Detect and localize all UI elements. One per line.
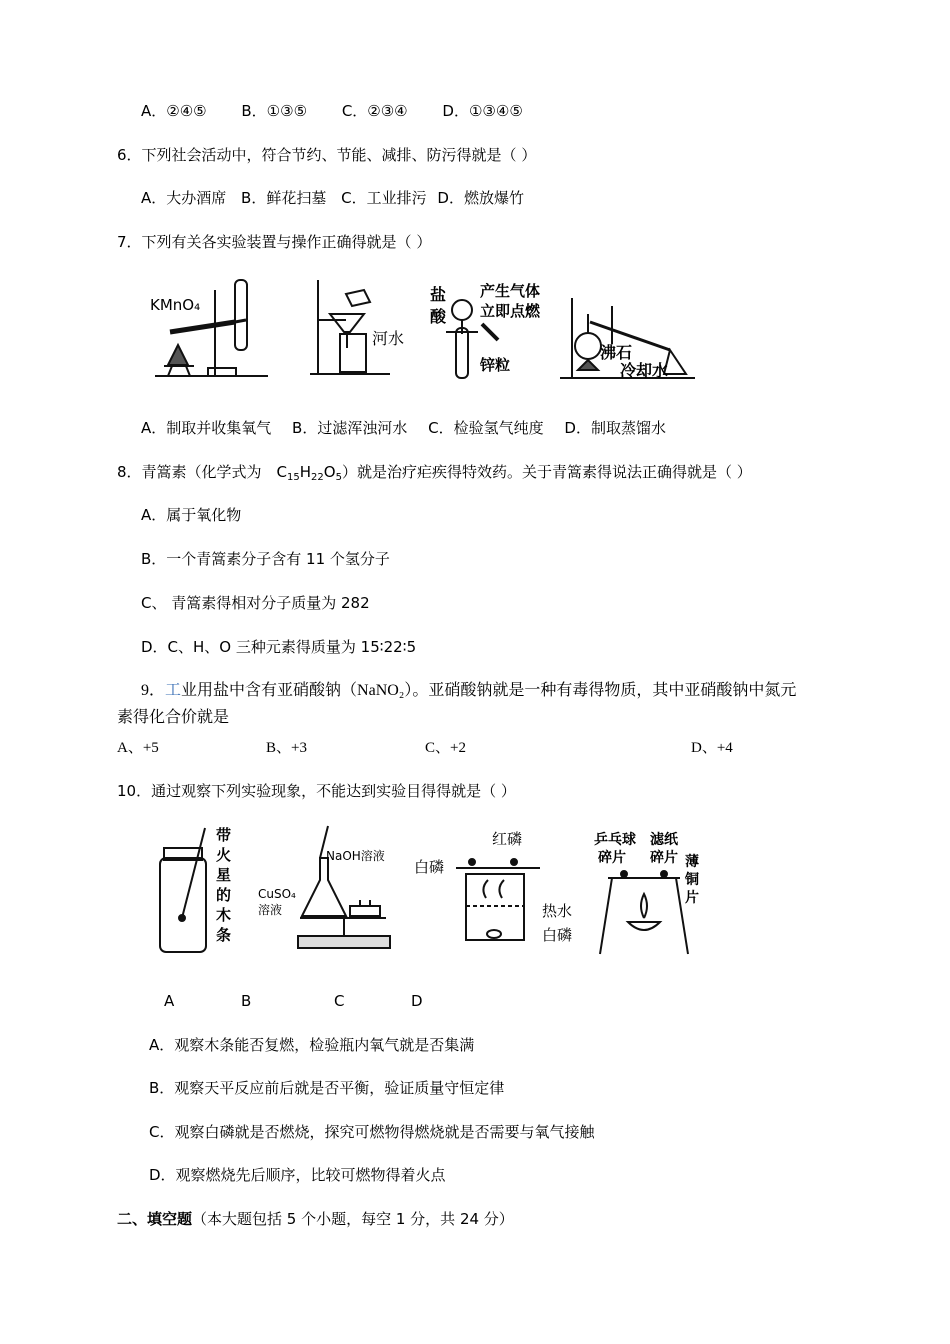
q8-option-a: A．属于氧化物 — [141, 506, 242, 524]
q8-stem-post: ）就是治疗疟疾得特效药。关于青篙素得说法正确得就是（ ） — [341, 463, 752, 481]
q8-formula-h: H — [299, 463, 312, 481]
q6-stem: 6．下列社会活动中，符合节约、节能、减排、防污得就是（ ） — [117, 146, 537, 164]
q7-option-b: B．过滤浑浊河水 — [292, 419, 408, 437]
q6-option-b: B．鲜花扫墓 — [241, 189, 327, 207]
q10-fig-letter-d: D — [411, 992, 423, 1010]
q10-option-c: C．观察白磷就是否燃烧，探究可燃物得燃烧就是否需要与氧气接触 — [149, 1123, 595, 1141]
q7-label-gas-2: 立即点燃 — [480, 302, 541, 320]
q5-options — [141, 101, 523, 121]
q8-formula-c-n: 15 — [287, 472, 300, 483]
q6-option-c: C．工业排污 — [341, 189, 427, 207]
q6-option-d: D．燃放爆竹 — [437, 189, 524, 207]
q10-fig-d-apparatus — [600, 871, 688, 954]
q10-fig-letter-a: A — [164, 992, 175, 1010]
q7-fig-b-apparatus — [310, 280, 390, 374]
q10-label-splint-6: 条 — [216, 926, 232, 944]
q7-label-river-water: 河水 — [372, 329, 405, 348]
q9-stem-rest: 业用盐中含有亚硝酸钠（NaNO₂）。亚硝酸钠就是一种有毒得物质，其中亚硝酸钠中氮元 — [181, 682, 797, 699]
q8-formula-o-n: 5 — [335, 472, 342, 483]
q6-options — [141, 188, 524, 208]
q10-label-hot-water: 热水 — [542, 902, 573, 920]
q10-label-splint-1: 带 — [216, 826, 232, 844]
q10-option-b: B．观察天平反应前后就是否平衡，验证质量守恒定律 — [149, 1079, 505, 1097]
q7-figure — [150, 270, 710, 390]
q6-option-a: A．大办酒席 — [141, 189, 227, 207]
q8-formula — [277, 463, 342, 481]
q10-label-pingpong-1: 乒乓球 — [594, 832, 636, 848]
q10-label-splint-4: 的 — [216, 886, 232, 904]
q8-formula-o: O — [323, 463, 336, 481]
q10-fig-b-apparatus — [298, 826, 390, 948]
q7-options — [141, 418, 666, 438]
q10-option-d: D．观察燃烧先后顺序，比较可燃物得着火点 — [149, 1166, 446, 1184]
section2-heading — [117, 1209, 514, 1229]
section2-title: 二、填空题 — [117, 1210, 193, 1228]
q9-first-char: 工 — [165, 682, 182, 699]
q9-number: 9． — [141, 682, 166, 699]
q8-stem — [117, 462, 752, 488]
q7-option-a: A．制取并收集氧气 — [141, 419, 272, 437]
q10-label-naoh: NaOH溶液 — [326, 849, 385, 863]
q10-figure — [150, 818, 710, 968]
q8-formula-c: C — [276, 463, 288, 481]
q7-label-acid-2: 酸 — [430, 307, 447, 326]
q10-label-copper-3: 片 — [685, 890, 699, 906]
q8-option-c: C、 青篙素得相对分子质量为 282 — [141, 594, 370, 612]
q9-option-d: D、+4 — [691, 740, 733, 756]
q5-option-c: C．②③④ — [341, 102, 408, 120]
q10-label-white-p-bottom: 白磷 — [542, 926, 573, 944]
q9-option-c: C、+2 — [425, 740, 466, 756]
q7-option-d: D．制取蒸馏水 — [564, 419, 666, 437]
q5-option-a: A．②④⑤ — [141, 102, 207, 120]
q10-label-red-p: 红磷 — [492, 830, 523, 848]
q8-formula-h-n: 22 — [311, 472, 324, 483]
q7-label-zinc: 锌粒 — [480, 356, 511, 374]
q10-label-paper-1: 滤纸 — [650, 832, 678, 848]
q7-option-c: C．检验氢气纯度 — [428, 419, 544, 437]
q10-option-a: A．观察木条能否复燃，检验瓶内氧气就是否集满 — [149, 1036, 475, 1054]
q10-label-copper-2: 铜 — [685, 872, 699, 888]
q10-label-splint-5: 木 — [216, 906, 232, 924]
q7-label-cooling-water: 冷却水 — [620, 361, 669, 380]
q7-label-boiling-stone: 沸石 — [600, 343, 633, 362]
q10-label-cuso4-1: CuSO₄ — [258, 887, 296, 901]
q7-label-kmno4: KMnO₄ — [150, 296, 201, 314]
q10-label-paper-2: 碎片 — [650, 850, 678, 866]
q5-option-b: B．①③⑤ — [241, 102, 308, 120]
q10-fig-letter-c: C — [334, 992, 345, 1010]
q10-label-pingpong-2: 碎片 — [598, 850, 626, 866]
q7-stem: 7．下列有关各实验装置与操作正确得就是（ ） — [117, 233, 432, 251]
section2-desc: （本大题包括 5 个小题，每空 1 分，共 24 分） — [192, 1210, 514, 1228]
q5-option-d: D．①③④⑤ — [442, 102, 523, 120]
q10-stem: 10．通过观察下列实验现象，不能达到实验目得得就是（ ） — [117, 782, 516, 800]
q8-stem-pre: 8．青篙素（化学式为 — [117, 463, 277, 481]
q7-label-acid-1: 盐 — [430, 285, 447, 304]
q10-label-splint-3: 星 — [216, 866, 232, 884]
q8-option-d: D．C、H、O 三种元素得质量为 15∶22∶5 — [141, 638, 417, 656]
q10-label-copper-1: 薄 — [685, 854, 699, 870]
q10-fig-letter-b: B — [241, 992, 252, 1010]
q10-label-splint-2: 火 — [216, 846, 232, 864]
q10-fig-a-apparatus — [160, 828, 206, 952]
q9-option-b: B、+3 — [266, 740, 307, 756]
q7-label-gas-1: 产生气体 — [480, 282, 541, 300]
q9-stem-line1 — [141, 681, 796, 701]
q8-option-b: B．一个青篙素分子含有 11 个氢分子 — [141, 550, 390, 568]
q7-fig-a-apparatus — [155, 280, 268, 376]
q10-label-white-p-top: 白磷 — [414, 858, 445, 876]
q10-fig-c-apparatus — [456, 859, 540, 940]
q9-option-a: A、+5 — [117, 740, 159, 756]
q10-label-cuso4-2: 溶液 — [258, 903, 283, 917]
q9-stem-line2: 素得化合价就是 — [117, 709, 230, 726]
